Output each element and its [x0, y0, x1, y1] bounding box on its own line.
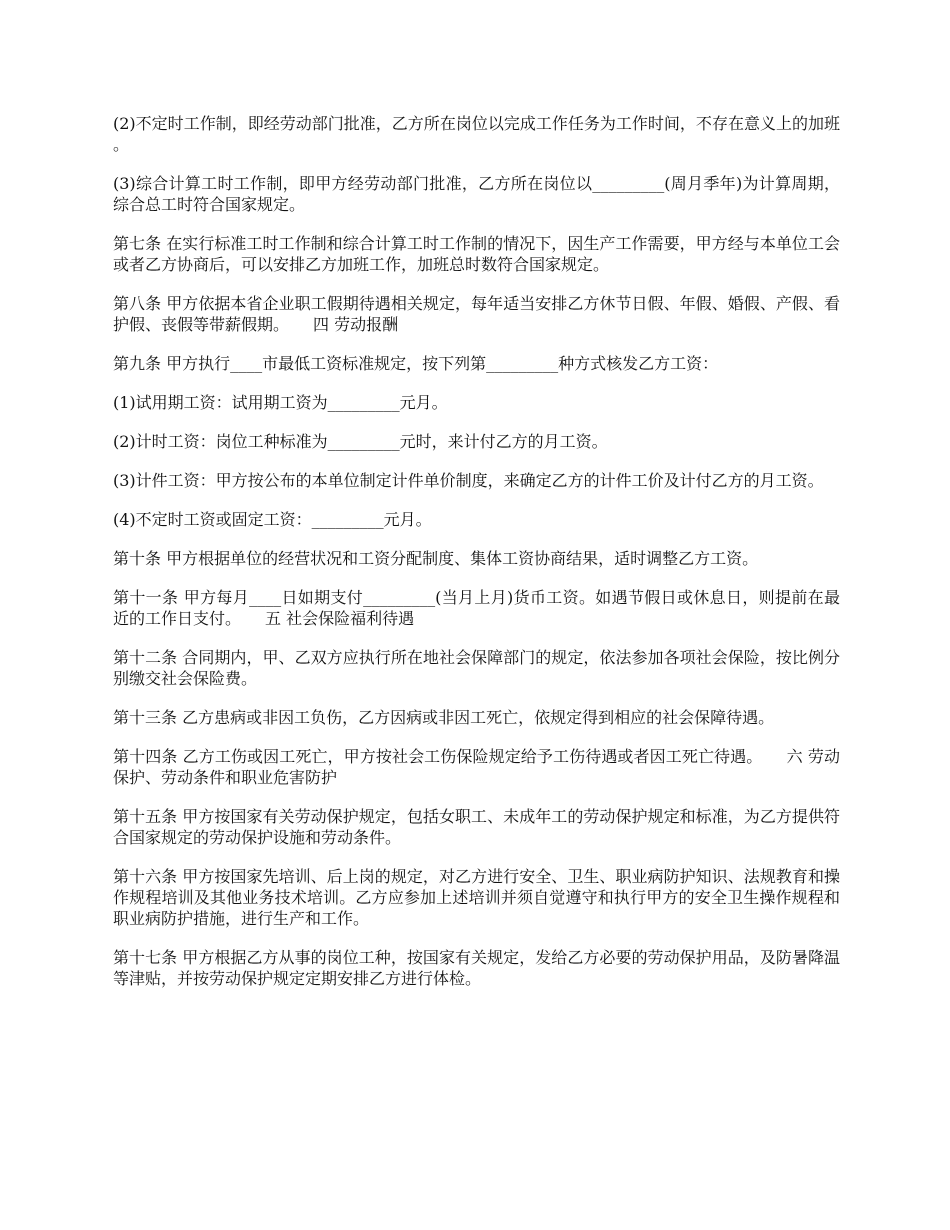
article-9-minimum-wage: 第九条 甲方执行____市最低工资标准规定，按下列第_________种方式核发乙方工资： [113, 354, 719, 373]
article-7-overtime: 第七条 在实行标准工时工作制和综合计算工时工作制的情况下，因生产工作需要，甲方经与本单位工会或者乙方协商后，可以安排乙方加班工作，加班总时数符合国家规定。 [113, 234, 840, 274]
wage-item-probation: (1)试用期工资：试用期工资为_________元月。 [113, 393, 448, 412]
article-10-wage-adjustment: 第十条 甲方根据单位的经营状况和工资分配制度、集体工资协商结果，适时调整乙方工资。 [113, 549, 759, 568]
paragraph-3-comprehensive-hours: (3)综合计算工时工作制，即甲方经劳动部门批准，乙方所在岗位以_________(周月季年)为计算周期，综合总工时符合国家规定。 [113, 174, 840, 214]
article-8-paid-leave: 第八条 甲方依据本省企业职工假期待遇相关规定，每年适当安排乙方休节日假、年假、婚假、产假、看护假、丧假等带薪假期。 四 劳动报酬 [113, 294, 840, 334]
wage-item-fixed: (4)不定时工资或固定工资：_________元月。 [113, 510, 432, 529]
paragraph-2-irregular-hours: (2)不定时工作制，即经劳动部门批准，乙方所在岗位以完成工作任务为工作时间，不存在意义上的加班。 [113, 114, 840, 154]
article-14-work-injury: 第十四条 乙方工伤或因工死亡，甲方按社会工伤保险规定给予工伤待遇或者因工死亡待遇。 六 劳动保护、劳动条件和职业危害防护 [113, 747, 840, 787]
article-15-labor-protection: 第十五条 甲方按国家有关劳动保护规定，包括女职工、未成年工的劳动保护规定和标准，为乙方提供符合国家规定的劳动保护设施和劳动条件。 [113, 807, 840, 847]
article-12-social-insurance: 第十二条 合同期内，甲、乙双方应执行所在地社会保障部门的规定，依法参加各项社会保险，按比例分别缴交社会保险费。 [113, 648, 840, 688]
wage-item-piecework: (3)计件工资：甲方按公布的本单位制定计件单价制度，来确定乙方的计件工价及计付乙方的月工资。 [113, 471, 824, 490]
article-17-protective-equipment: 第十七条 甲方根据乙方从事的岗位工种，按国家有关规定，发给乙方必要的劳动保护用品，及防暑降温等津贴，并按劳动保护规定定期安排乙方进行体检。 [113, 948, 840, 988]
article-11-payment-date: 第十一条 甲方每月____日如期支付_________(当月上月)货币工资。如遇节假日或休息日，则提前在最近的工作日支付。 五 社会保险福利待遇 [113, 588, 840, 628]
article-16-training: 第十六条 甲方按国家先培训、后上岗的规定，对乙方进行安全、卫生、职业病防护知识、法规教育和操作规程培训及其他业务技术培训。乙方应参加上述培训并须自觉遵守和执行甲方的安全卫生操作规程和职业病防护措施，进行生产和工作。 [113, 867, 840, 928]
document-body [113, 113, 840, 1007]
article-13-illness: 第十三条 乙方患病或非因工负伤，乙方因病或非因工死亡，依规定得到相应的社会保障待遇。 [113, 708, 775, 727]
wage-item-hourly: (2)计时工资：岗位工种标准为_________元时，来计付乙方的月工资。 [113, 432, 608, 451]
